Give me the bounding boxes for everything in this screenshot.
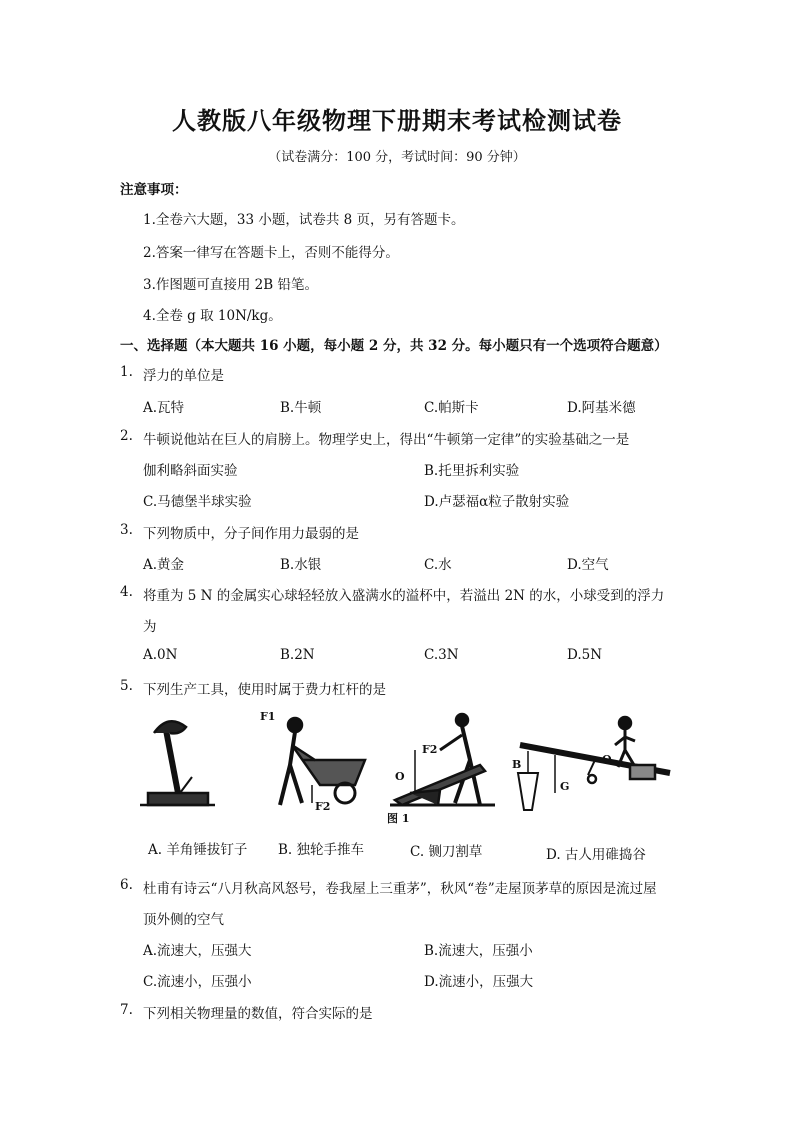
guillotine-illustration — [390, 714, 495, 805]
question-text: 将重为 5 N 的金属实心球轻轻放入盛满水的溢杯中，若溢出 2N 的水，小球受到的浮力 — [143, 588, 665, 604]
figure-caption: 图 1 — [387, 812, 410, 825]
notes-item: 1.全卷六大题，33 小题，试卷共 8 页，另有答题卡。 — [143, 212, 465, 228]
option-d: D. 古人用碓捣谷 — [546, 847, 646, 863]
question-text-continued: 为 — [143, 619, 157, 635]
page-subtitle: （试卷满分：100 分，考试时间：90 分钟） — [268, 150, 526, 165]
question-number: 7. — [120, 1002, 133, 1018]
question-text: 牛顿说他站在巨人的肩膀上。物理学史上，得出“牛顿第一定律”的实验基础之一是 — [143, 432, 630, 448]
question-number: 3. — [120, 522, 133, 538]
question-number: 4. — [120, 584, 133, 600]
question-number: 1. — [120, 364, 133, 380]
question-number: 5. — [120, 678, 133, 694]
option-d: D.阿基米德 — [567, 400, 636, 416]
section-heading: 一、选择题（本大题共 16 小题，每小题 2 分，共 32 分。每小题只有一个选项符合题意） — [120, 338, 668, 354]
option-b: B.2N — [280, 647, 315, 663]
label-b: B — [512, 758, 522, 771]
option-c: C. 铡刀割草 — [410, 844, 483, 860]
option-a: A.流速大，压强大 — [143, 943, 252, 959]
claw-hammer-illustration — [140, 721, 215, 805]
option-b: B.牛顿 — [280, 400, 322, 416]
option-c: C.流速小，压强小 — [143, 974, 252, 990]
question-number: 2. — [120, 428, 133, 444]
question-text: 杜甫有诗云“八月秋高风怒号，卷我屋上三重茅”，秋风“卷”走屋顶茅草的原因是流过屋 — [143, 881, 657, 897]
label-f2: F2 — [315, 800, 331, 813]
option-d: D.流速小，压强大 — [424, 974, 534, 990]
label-f1: F1 — [260, 710, 276, 723]
option-b: B. 独轮手推车 — [278, 842, 365, 858]
option-c: C.水 — [424, 557, 452, 573]
page-title: 人教版八年级物理下册期末考试检测试卷 — [172, 106, 622, 135]
question-text: 下列生产工具，使用时属于费力杠杆的是 — [143, 682, 386, 698]
label-f2-guillotine: F2 — [422, 743, 438, 756]
option-b: B.流速大，压强小 — [424, 943, 533, 959]
option-d: D.卢瑟福α粒子散射实验 — [424, 494, 570, 510]
question-text: 浮力的单位是 — [143, 368, 224, 384]
pestle-lever-illustration — [518, 717, 670, 810]
option-a: A.瓦特 — [143, 400, 185, 416]
option-b: B.托里拆利实验 — [424, 463, 520, 479]
question-text: 下列物质中，分子间作用力最弱的是 — [143, 526, 359, 542]
option-a: A. 羊角锤拔钉子 — [148, 842, 248, 858]
label-g: G — [560, 780, 570, 793]
wheelbarrow-illustration — [280, 718, 365, 805]
notes-item: 3.作图题可直接用 2B 铅笔。 — [143, 277, 318, 293]
notes-item: 4.全卷 g 取 10N/kg。 — [143, 308, 282, 324]
label-o-pestle: O — [602, 753, 612, 766]
question-text: 下列相关物理量的数值，符合实际的是 — [143, 1006, 373, 1022]
notes-item: 2.答案一律写在答题卡上，否则不能得分。 — [143, 245, 399, 261]
label-o: O — [395, 770, 405, 783]
option-d: D.5N — [567, 647, 603, 663]
option-d: D.空气 — [567, 557, 609, 573]
option-c: C.马德堡半球实验 — [143, 494, 252, 510]
notes-heading: 注意事项： — [120, 182, 188, 198]
option-a: 伽利略斜面实验 — [143, 463, 238, 479]
option-a: A.黄金 — [143, 557, 185, 573]
question-number: 6. — [120, 877, 133, 893]
option-a: A.0N — [143, 647, 178, 663]
question-text-continued: 顶外侧的空气 — [143, 912, 224, 928]
option-c: C.3N — [424, 647, 459, 663]
option-c: C.帕斯卡 — [424, 400, 479, 416]
option-b: B.水银 — [280, 557, 322, 573]
